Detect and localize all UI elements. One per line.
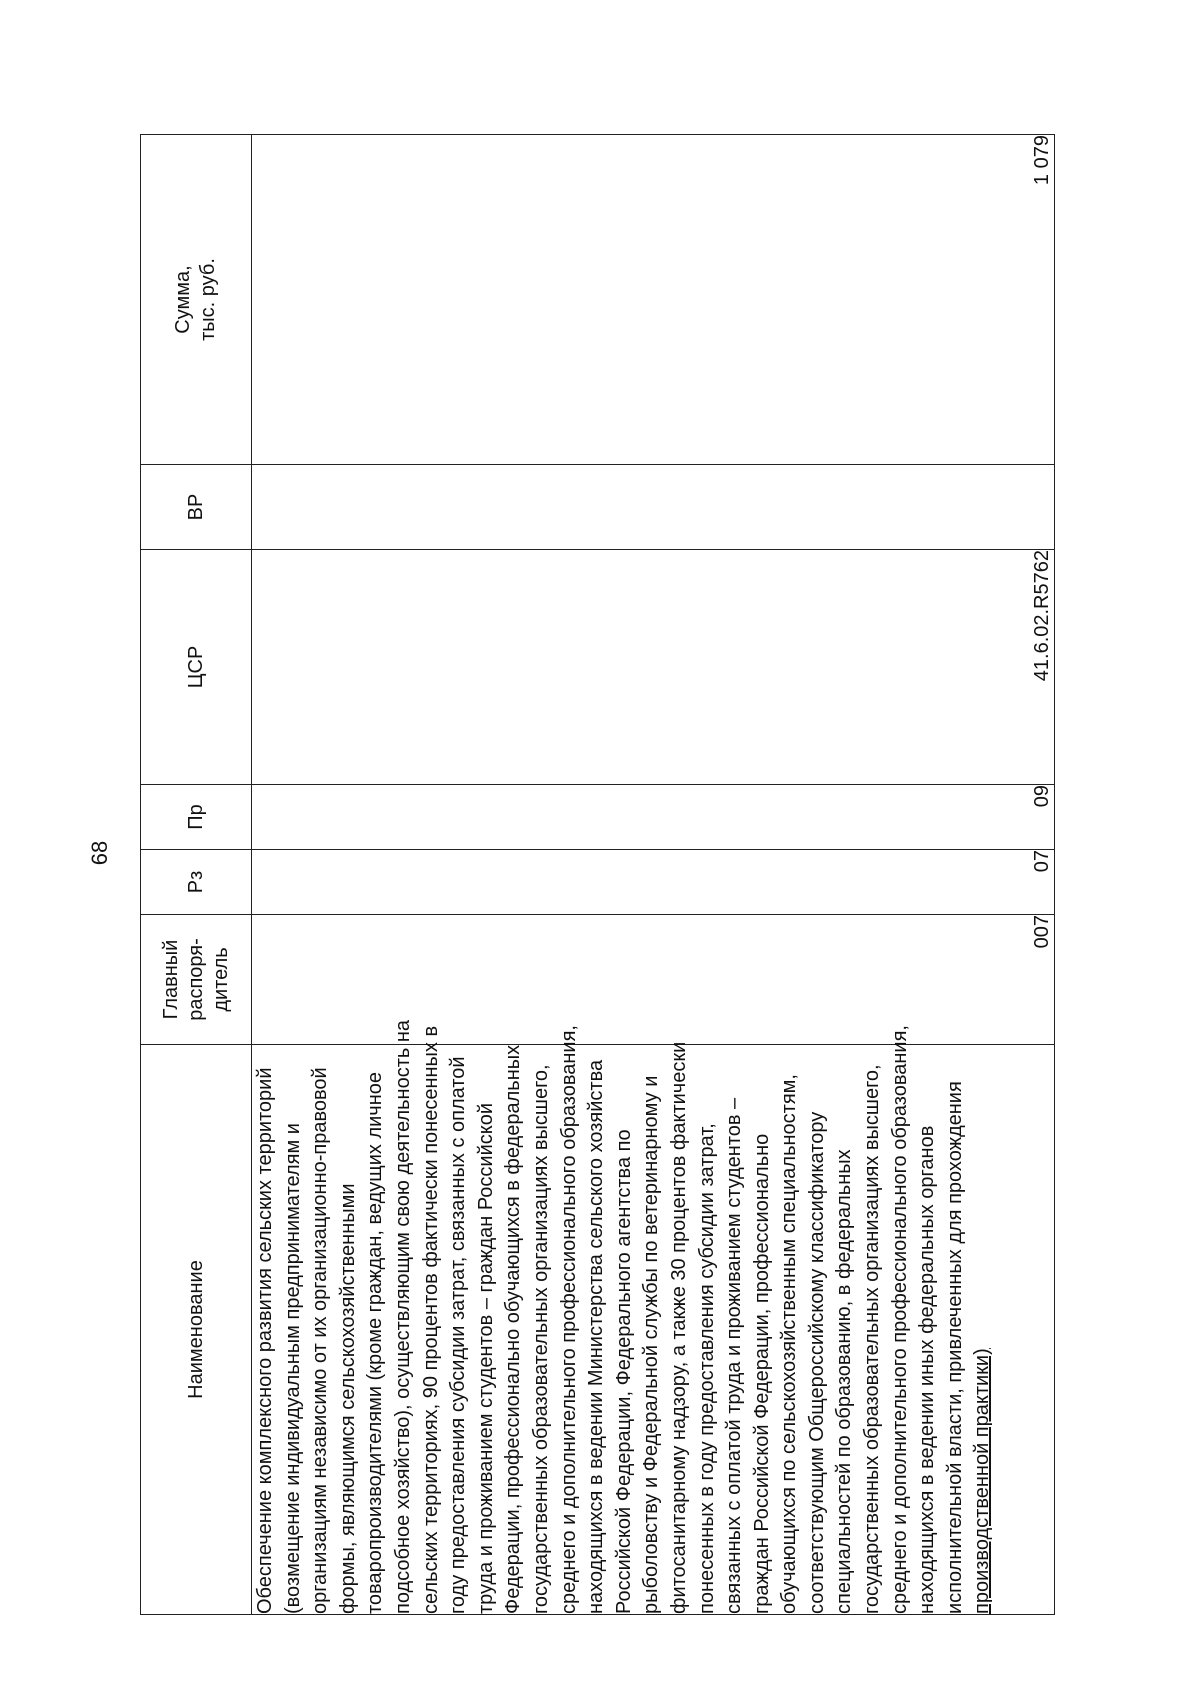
- row-name-line: производственной практики): [971, 1348, 994, 1614]
- row-name-line: соответствующим Общероссийскому классификатору: [805, 1111, 828, 1614]
- row-name-line: среднего и дополнительного профессионального образования,: [888, 1025, 911, 1614]
- header-chief-manager: [141, 915, 252, 1045]
- header-sum-line: Сумма,: [172, 265, 194, 334]
- row-name-line: году предоставления субсидии затрат, связанных с оплатой: [447, 1056, 470, 1614]
- row-name-line: находящихся в ведении иных федеральных органов: [916, 1125, 939, 1614]
- header-vr: ВР: [141, 465, 252, 550]
- row-csr: 41.6.02.R5762: [252, 550, 1055, 785]
- row-name-line: подсобное хозяйство), осуществляющим свою деятельность на: [391, 1019, 414, 1614]
- header-sum: [141, 135, 252, 465]
- row-name-line: обучающихся по сельскохозяйственным специальностям,: [778, 1074, 801, 1614]
- row-vr: [252, 465, 1055, 550]
- header-sum-line: тыс. руб.: [197, 258, 219, 341]
- page-number: 68: [87, 840, 112, 866]
- row-pr: 09: [252, 785, 1055, 850]
- row-name-line: среднего и дополнительного профессионального образования,: [557, 1025, 580, 1614]
- row-sum: 1 079: [252, 135, 1055, 465]
- row-rz: 07: [252, 850, 1055, 915]
- row-name-line: фитосанитарному надзору, а также 30 процентов фактически: [667, 1041, 690, 1614]
- row-name-cell: [252, 1019, 1055, 1615]
- row-name-line: государственных образовательных организациях высшего,: [861, 1064, 884, 1614]
- row-name-line: товаропроизводителями (кроме граждан, ведущих личное: [364, 1072, 387, 1614]
- row-name-line: формы, являющимся сельскохозяйственными: [336, 1183, 359, 1614]
- row-name-line: Федерации, профессионально обучающихся в федеральных: [502, 1044, 525, 1614]
- budget-table: [140, 134, 1055, 1615]
- row-name-line: рыболовству и Федеральной службы по ветеринарному и: [640, 1075, 663, 1614]
- row-name-line: исполнительной власти, привлеченных для прохождения: [943, 1081, 966, 1614]
- row-name-line: связанных с оплатой труда и проживанием студентов –: [723, 1097, 746, 1614]
- row-name-line: Российской Федерации, Федерального агентства по: [612, 1129, 635, 1614]
- row-chief-manager: 007: [252, 915, 1055, 1045]
- row-name-line: организациям независимо от их организационно-правовой: [309, 1067, 332, 1614]
- header-chief-manager-line: распоря-: [184, 938, 207, 1021]
- rotated-sheet: [140, 135, 1055, 1615]
- row-name-line: понесенных в году предоставления субсидии затрат,: [695, 1123, 718, 1614]
- row-name-line: Обеспечение комплексного развития сельских территорий: [254, 1067, 276, 1614]
- row-name-line: находящихся в ведении Министерства сельского хозяйства: [585, 1059, 608, 1614]
- row-name-line: специальностей по образованию, в федеральных: [833, 1149, 856, 1614]
- header-rz: Рз: [141, 850, 252, 915]
- header-chief-manager-line: Главный: [159, 939, 182, 1020]
- table-row: [252, 135, 1055, 1615]
- row-name-line: труда и проживанием студентов – граждан Российской: [474, 1102, 497, 1614]
- header-csr: ЦСР: [141, 550, 252, 785]
- row-name-line: государственных образовательных организациях высшего,: [529, 1064, 552, 1614]
- row-name-line: (возмещение индивидуальным предпринимателям и: [281, 1123, 304, 1614]
- header-chief-manager-line: дитель: [209, 947, 232, 1012]
- header-name: Наименование: [141, 1045, 252, 1615]
- header-pr: Пр: [141, 785, 252, 850]
- row-name-line: сельских территориях, 90 процентов фактически понесенных в: [419, 1025, 442, 1614]
- header-row: [141, 135, 252, 1615]
- row-name-line: граждан Российской Федерации, профессионально: [750, 1133, 773, 1614]
